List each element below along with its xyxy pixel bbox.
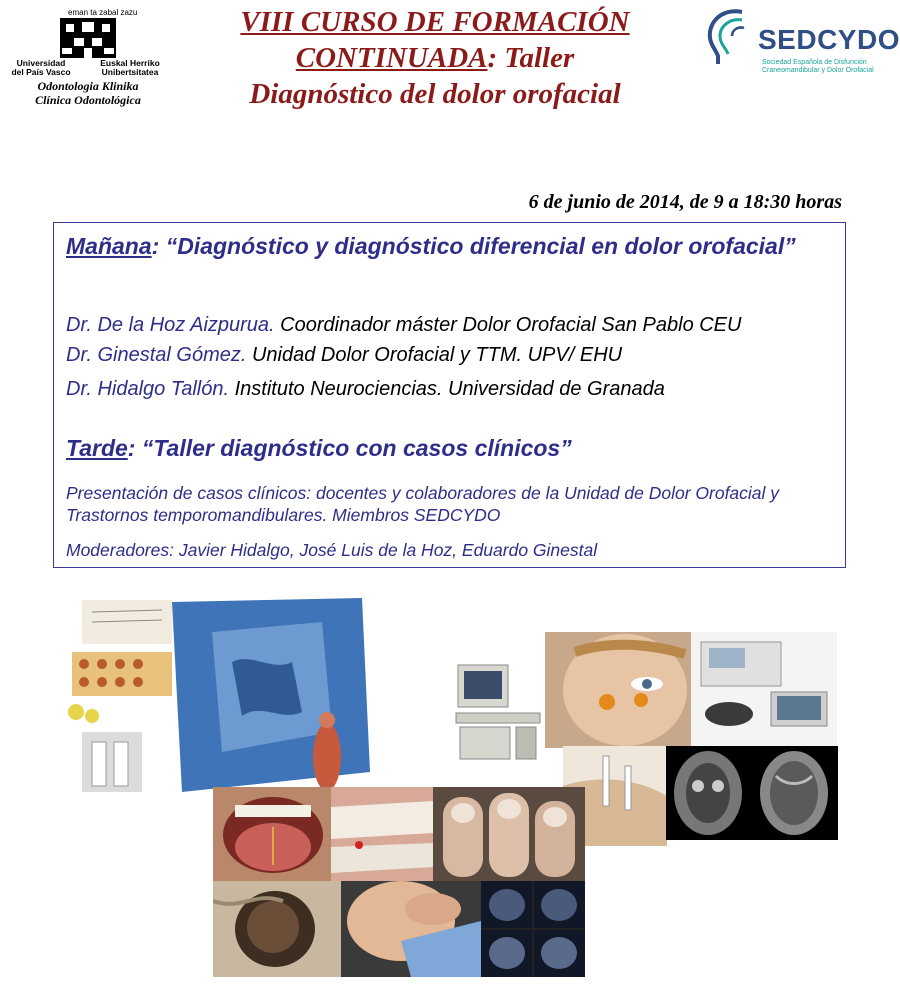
speaker-2-name: Dr. Ginestal Gómez. (66, 344, 247, 366)
afternoon-label: Tarde (66, 435, 128, 461)
speaker-1 (66, 313, 741, 337)
speaker-2-role: Unidad Dolor Orofacial y TTM. UPV/ EHU (246, 344, 623, 366)
sedcydo-name: SEDCYDO (758, 24, 900, 55)
afternoon-presentation: Presentación de casos clínicos: docentes y colaboradores de la Unidad de Dolor Orofacial y Trastornos temporomandibulares. Miembros SEDCYDO (66, 483, 780, 525)
program-box (53, 222, 846, 568)
title-line-2-rest: : Taller (487, 42, 575, 74)
title-line-2-underlined: CONTINUADA (295, 42, 488, 74)
upv-logo (8, 4, 168, 109)
computer-photo (452, 655, 548, 765)
morning-topic: : “Diagnóstico y diagnóstico diferencial en dolor orofacial” (151, 233, 796, 259)
afternoon-moderators: Moderadores: Javier Hidalgo, José Luis de la Hoz, Eduardo Ginestal (66, 540, 598, 560)
upv-name-es: Universidad del País Vasco (11, 58, 71, 77)
sedcydo-logo (700, 2, 900, 97)
speaker-3-role: Instituto Neurociencias. Universidad de Granada (229, 378, 665, 400)
afternoon-title (66, 433, 836, 463)
speaker-1-name: Dr. De la Hoz Aizpurua. (66, 314, 275, 336)
xray-scan-photo (481, 881, 585, 977)
upv-clinic (8, 79, 168, 107)
mouth-tongue-photo (213, 787, 331, 881)
upv-motto: eman ta zabal zazu (68, 8, 138, 17)
title-line-1: VIII CURSO DE FORMACIÓN (240, 6, 630, 38)
morning-title (66, 231, 836, 261)
teeth-photo (331, 787, 433, 881)
upv-tree-emblem-icon (60, 18, 116, 63)
speaker-3 (66, 377, 665, 401)
speaker-2 (66, 343, 622, 367)
upv-name-eu: Euskal Herriko Unibertsitatea (100, 58, 160, 77)
head-profile-icon (702, 6, 760, 66)
patient-eye-photo (545, 632, 691, 748)
medical-device-photo (691, 632, 837, 748)
brain-mri-photo (666, 746, 838, 840)
jaw-exam-photo (341, 881, 481, 977)
fingers-photo (433, 787, 585, 881)
speaker-3-name: Dr. Hidalgo Tallón. (66, 378, 230, 400)
morning-label: Mañana (66, 233, 152, 259)
histology-photo (213, 881, 341, 977)
clinic-name-es: Clínica Odontológica (35, 93, 141, 107)
title-line-3: Diagnóstico del dolor orofacial (249, 78, 621, 110)
speaker-1-role: Coordinador máster Dolor Orofacial San Pablo CEU (274, 314, 742, 336)
clinic-name-eu: Odontologia Klinika (37, 79, 139, 93)
afternoon-topic: : “Taller diagnóstico con casos clínicos” (127, 435, 572, 461)
sedcydo-subtitle: Sociedad Española de Disfunción Craneomandibular y Dolor Orofacial (762, 59, 874, 74)
course-title (180, 4, 690, 112)
anatomy-puzzle-collage (62, 592, 374, 798)
event-date: 6 de junio de 2014, de 9 a 18:30 horas (528, 191, 842, 213)
title-line-2 (180, 40, 690, 76)
